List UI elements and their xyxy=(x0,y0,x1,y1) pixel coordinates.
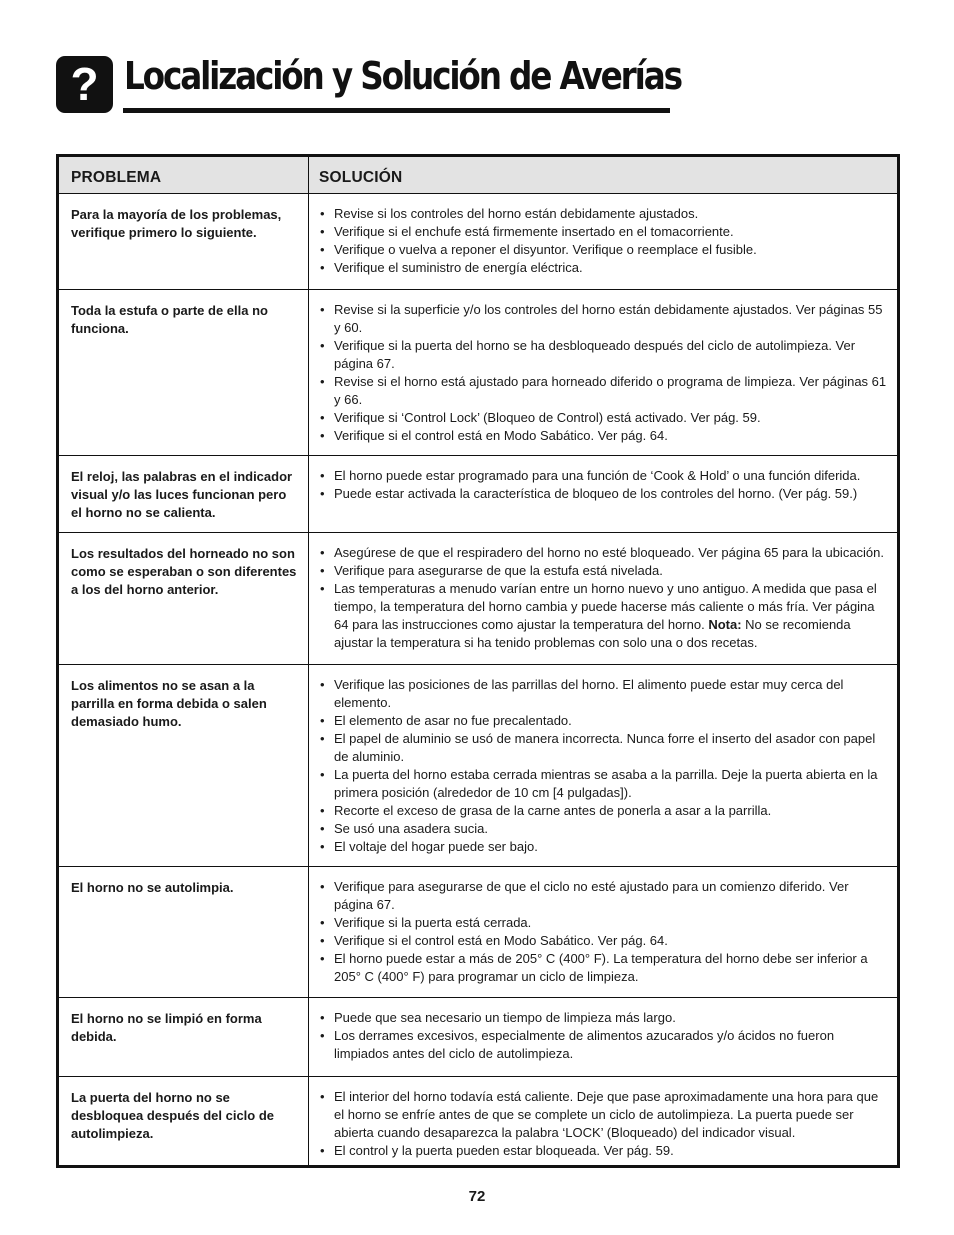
problem-text: Los resultados del horneado no son como se esperaban o son diferentes a los del horno anterior. xyxy=(71,546,297,597)
problem-text: El reloj, las palabras en el indicador visual y/o las luces funcionan pero el horno no se calienta. xyxy=(71,469,293,520)
solution-item: • Verifique si ‘Control Lock’ (Bloqueo de Control) está activado. Ver pág. 59. xyxy=(319,409,889,427)
problem-column-header: PROBLEMA xyxy=(59,157,309,193)
troubleshooting-table xyxy=(56,154,900,1168)
solution-list xyxy=(319,205,889,277)
solution-item: • Revise si los controles del horno están debidamente ajustados. xyxy=(319,205,889,223)
solution-item: • Puede estar activada la característica de bloqueo de los controles del horno. (Ver pág. 59.) xyxy=(319,485,889,503)
table-row xyxy=(59,866,897,997)
problem-text: La puerta del horno no se desbloquea después del ciclo de autolimpieza. xyxy=(71,1090,275,1141)
solution-item: • El papel de aluminio se usó de manera incorrecta. Nunca forre el inserto del asador con papel de aluminio. xyxy=(319,730,889,766)
solution-column-header: SOLUCIÓN xyxy=(319,169,403,186)
solution-item: • El horno puede estar a más de 205° C (400° F). La temperatura del horno debe ser inferior a 205° C (400° F) para programar un ciclo de limpieza. xyxy=(319,950,889,986)
solution-item: • Se usó una asadera sucia. xyxy=(319,820,889,838)
solution-item: • Verifique para asegurarse de que el ciclo no esté ajustado para un comienzo diferido. Ver página 67. xyxy=(319,878,889,914)
problem-text: Toda la estufa o parte de ella no funciona. xyxy=(71,303,268,336)
table-row xyxy=(59,1076,897,1165)
problem-text: El horno no se autolimpia. xyxy=(71,880,234,895)
solution-item: • Verifique si el enchufe está firmemente insertado en el tomacorriente. xyxy=(319,223,889,241)
solution-item: • La puerta del horno estaba cerrada mientras se asaba a la parrilla. Deje la puerta abierta en la primera posición (alrededor de 10 cm [4 pulgadas]). xyxy=(319,766,889,802)
table-row xyxy=(59,997,897,1076)
solution-list xyxy=(319,301,889,445)
solution-item: • Verifique si la puerta está cerrada. xyxy=(319,914,889,932)
solution-list xyxy=(319,878,889,986)
table-header-row xyxy=(59,157,897,193)
solution-item: • El control y la puerta pueden estar bloqueada. Ver pág. 59. xyxy=(319,1142,889,1160)
solution-item: • Revise si el horno está ajustado para horneado diferido o programa de limpieza. Ver páginas 61 y 66. xyxy=(319,373,889,409)
table-row xyxy=(59,664,897,866)
solution-item: • Verifique para asegurarse de que la estufa está nivelada. xyxy=(319,562,889,580)
solution-item: • Verifique las posiciones de las parrillas del horno. El alimento puede estar muy cerca del elemento. xyxy=(319,676,889,712)
solution-list xyxy=(319,1088,889,1160)
solution-item: • El horno puede estar programado para una función de ‘Cook & Hold’ o una función diferida. xyxy=(319,467,889,485)
solution-item: • Asegúrese de que el respiradero del horno no esté bloqueado. Ver página 65 para la ubicación. xyxy=(319,544,889,562)
solution-item: • El interior del horno todavía está caliente. Deje que pase aproximadamente una hora para que el horno se enfríe antes de que se complete un ciclo de autolimpieza. La puerta puede ser abierta cuando desaparezca la palabra ‘LOCK’ (Bloqueado) del indicador visual. xyxy=(319,1088,889,1142)
solution-list xyxy=(319,676,889,856)
solution-item: • Revise si la superficie y/o los controles del horno están debidamente ajustados. Ver páginas 55 y 60. xyxy=(319,301,889,337)
page-title: Localización y Solución de Averías xyxy=(124,54,681,98)
solution-item: • Las temperaturas a menudo varían entre un horno nuevo y uno antiguo. A medida que pasa el tiempo, la temperatura del horno cambia y puede hacerse más caliente o más fría. Ver página 64 para las instrucciones como ajustar la temperatura del horno. Nota: No se recomienda ajustar la temperatura si ha tenido problemas con solo una o dos recetas. xyxy=(319,580,889,652)
page-header xyxy=(56,54,681,118)
title-underline xyxy=(123,108,670,113)
solution-list xyxy=(319,544,889,652)
solution-list xyxy=(319,1009,889,1063)
table-row xyxy=(59,455,897,532)
problem-text: El horno no se limpió en forma debida. xyxy=(71,1011,262,1044)
problem-text: Para la mayoría de los problemas, verifique primero lo siguiente. xyxy=(71,207,282,240)
table-row xyxy=(59,532,897,664)
table-row xyxy=(59,289,897,455)
solution-item: • Puede que sea necesario un tiempo de limpieza más largo. xyxy=(319,1009,889,1027)
solution-item: • Recorte el exceso de grasa de la carne antes de ponerla a asar a la parrilla. xyxy=(319,802,889,820)
solution-item: • Verifique o vuelva a reponer el disyuntor. Verifique o reemplace el fusible. xyxy=(319,241,889,259)
solution-item: • Verifique si el control está en Modo Sabático. Ver pág. 64. xyxy=(319,427,889,445)
page-number: 72 xyxy=(468,1188,486,1205)
problem-text: Los alimentos no se asan a la parrilla en forma debida o salen demasiado humo. xyxy=(71,678,267,729)
solution-item: • El elemento de asar no fue precalentado. xyxy=(319,712,889,730)
solution-list xyxy=(319,467,889,503)
solution-item: • El voltaje del hogar puede ser bajo. xyxy=(319,838,889,856)
note-label: Nota: xyxy=(708,617,742,632)
question-mark-icon: ? xyxy=(56,56,113,113)
table-row xyxy=(59,193,897,289)
solution-item: • Verifique si la puerta del horno se ha desbloqueado después del ciclo de autolimpieza. Ver página 67. xyxy=(319,337,889,373)
solution-item: • Verifique si el control está en Modo Sabático. Ver pág. 64. xyxy=(319,932,889,950)
solution-item: • Verifique el suministro de energía eléctrica. xyxy=(319,259,889,277)
solution-item: • Los derrames excesivos, especialmente de alimentos azucarados y/o ácidos no fueron limpiados antes del ciclo de autolimpieza. xyxy=(319,1027,889,1063)
